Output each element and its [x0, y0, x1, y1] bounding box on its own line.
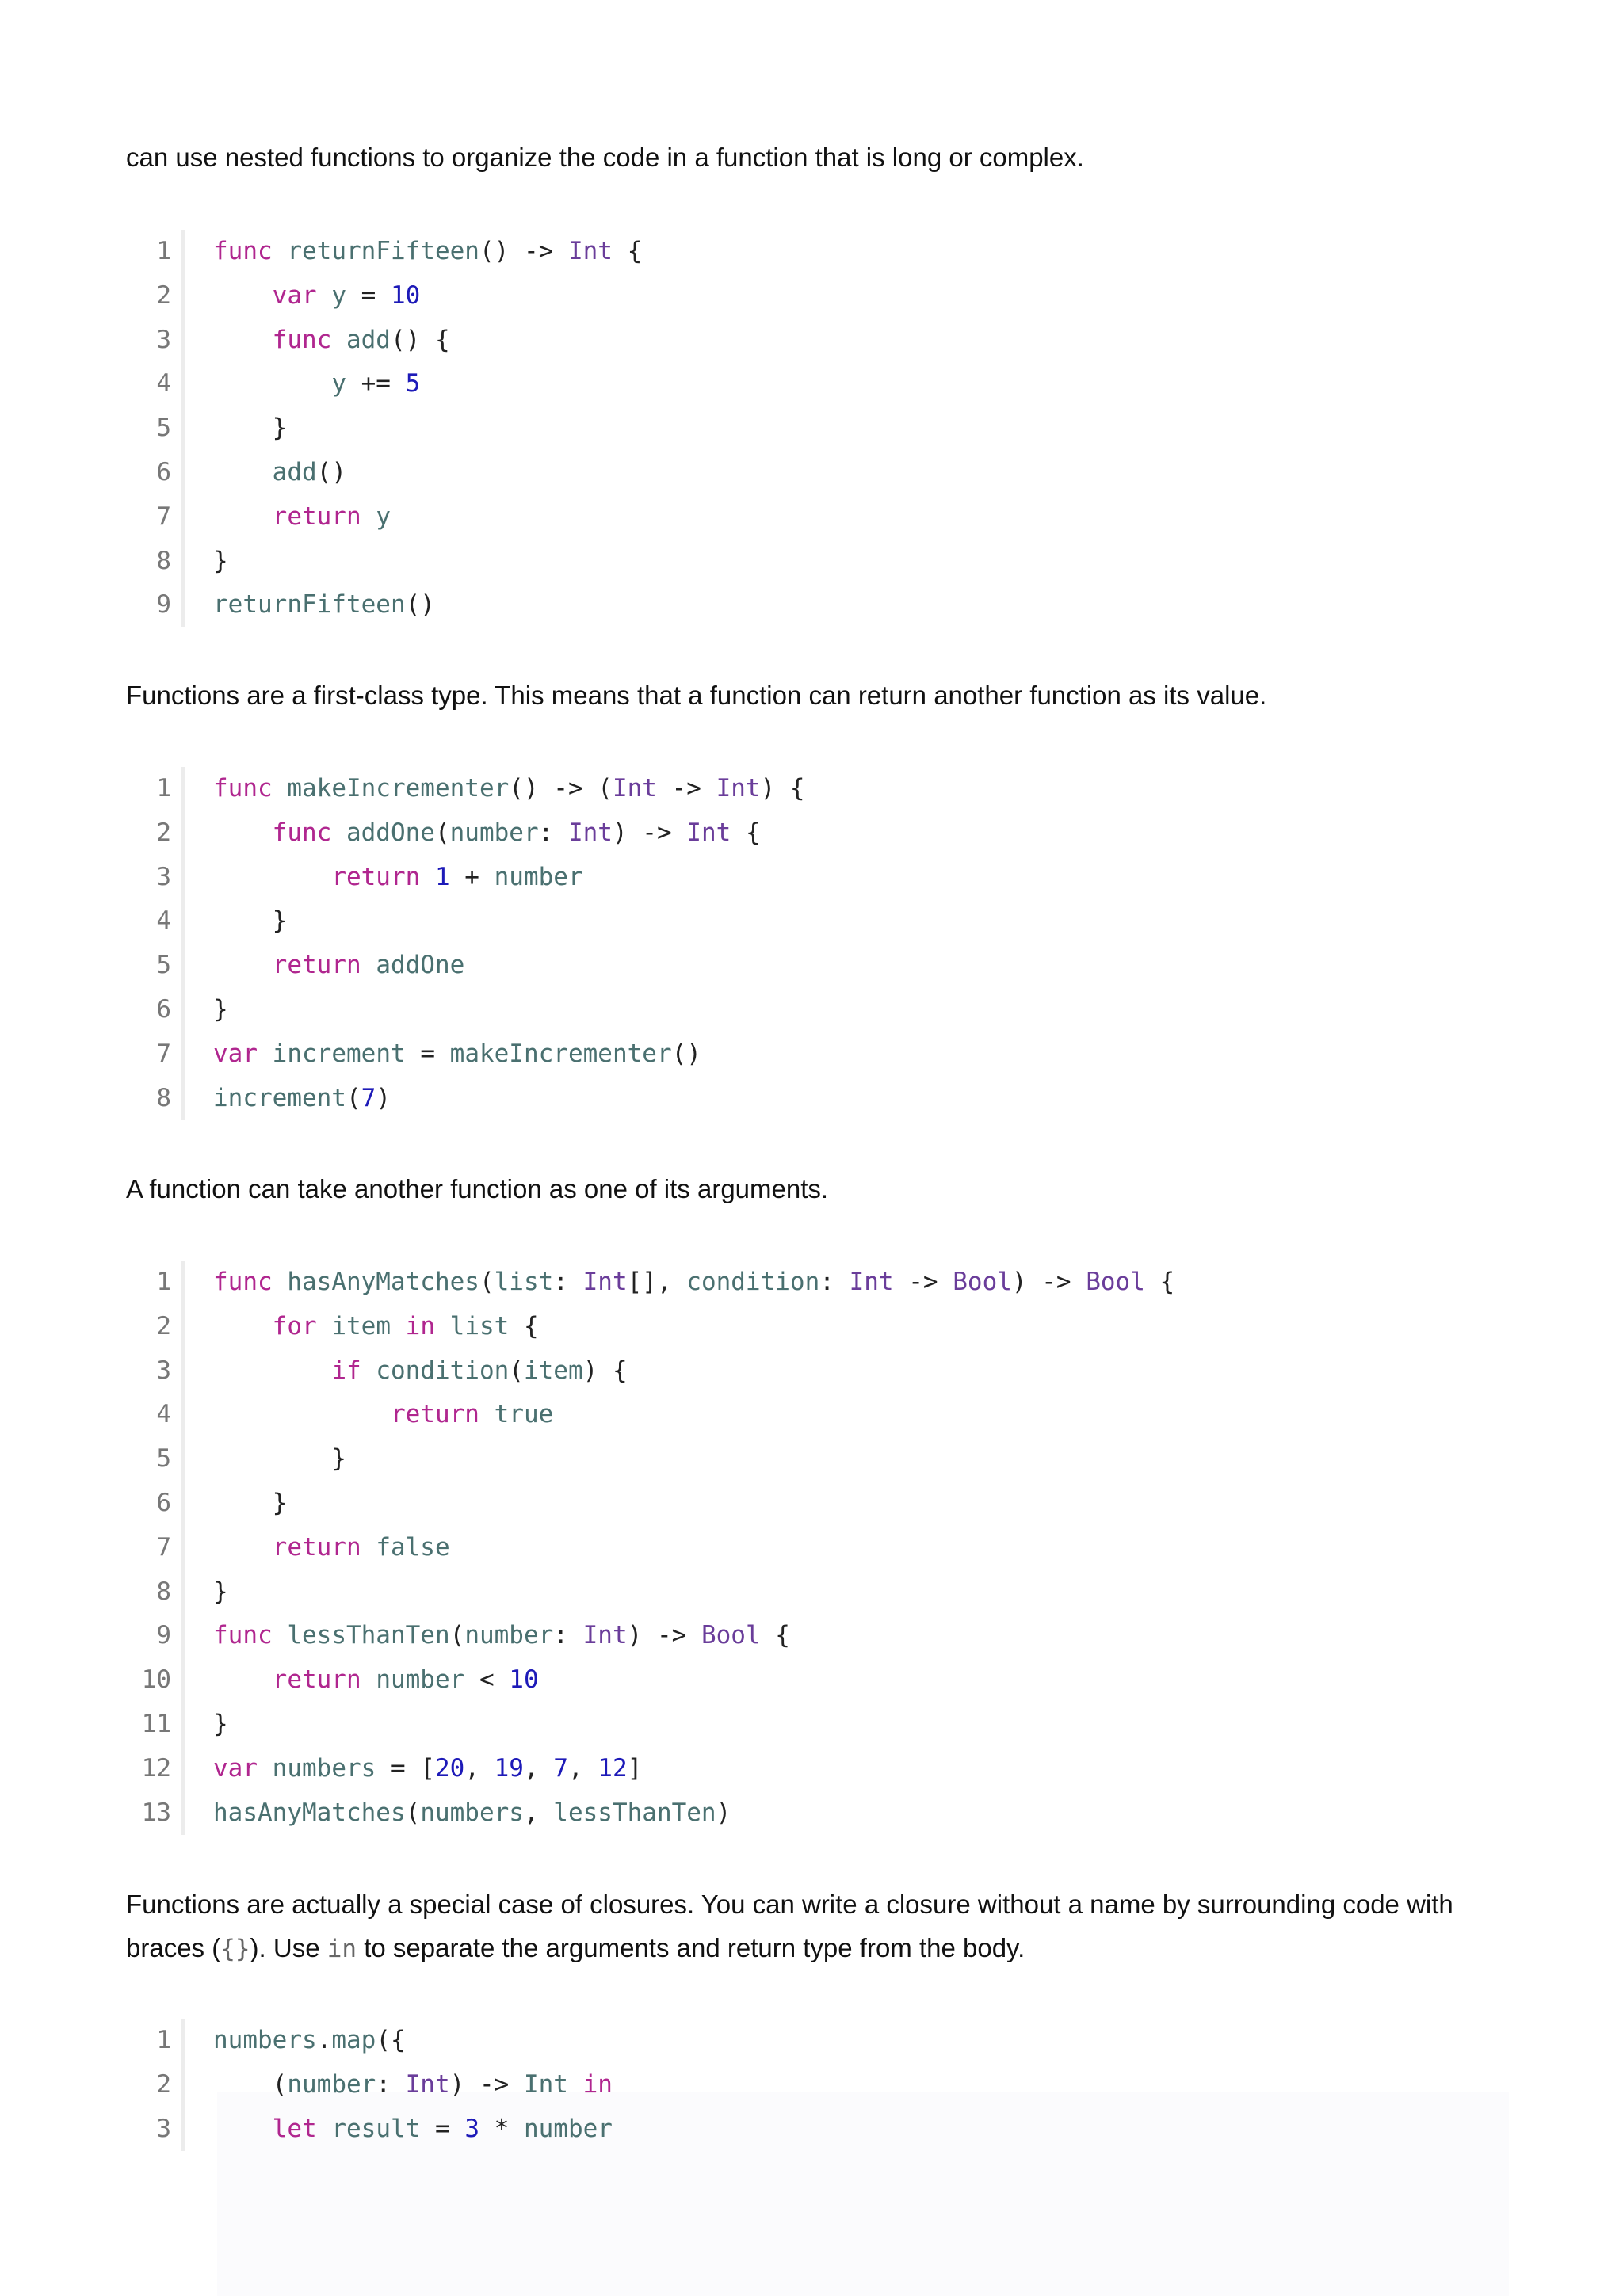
code-token: 12: [598, 1753, 628, 1783]
code-token: lessThanTen: [553, 1798, 716, 1827]
code-text: [213, 899, 287, 944]
code-text: [213, 1791, 731, 1836]
code-text: [213, 1305, 539, 1349]
code-line: [126, 1482, 1505, 1526]
line-number: 2: [156, 2069, 171, 2099]
code-token: true: [494, 1400, 554, 1429]
code-line: [126, 406, 1505, 451]
code-token: func: [213, 1621, 273, 1650]
line-number: 4: [156, 906, 171, 936]
code-token: [361, 502, 376, 531]
code-token: () ->: [479, 237, 568, 265]
code-token: return: [272, 502, 361, 531]
code-line: [126, 583, 1505, 627]
code-token: y: [331, 369, 346, 399]
code-token: Int: [716, 774, 761, 803]
code-token: if: [331, 1356, 361, 1385]
code-token: for: [272, 1311, 317, 1341]
code-text: [213, 230, 642, 274]
code-token: [213, 2115, 273, 2143]
line-number: 5: [156, 1444, 171, 1474]
code-token: [213, 281, 273, 310]
code-token: (: [213, 2069, 288, 2099]
code-line: [126, 944, 1505, 988]
line-number: 3: [156, 2114, 171, 2143]
code-token: add: [272, 457, 317, 486]
code-token: numbers: [213, 2026, 317, 2054]
code-token: :: [553, 1621, 583, 1650]
paragraph-closures: [126, 1882, 1505, 1971]
code-text: [213, 944, 464, 988]
code-token: var: [272, 280, 317, 310]
code-token: }: [213, 1709, 228, 1738]
code-token: var: [213, 1753, 258, 1783]
code-text: [213, 495, 391, 540]
line-number: 5: [156, 414, 171, 443]
code-token: *: [479, 2114, 524, 2143]
code-token: = [: [376, 1753, 435, 1783]
line-number: 12: [141, 1753, 171, 1783]
line-number: 1: [156, 2026, 171, 2054]
code-token: 3: [464, 2114, 479, 2143]
code-token: =: [405, 1039, 450, 1068]
code-line: [126, 1570, 1505, 1615]
code-text: [213, 767, 805, 811]
code-token: returnFifteen: [287, 237, 479, 265]
code-line: [126, 1703, 1505, 1747]
code-token: numbers: [420, 1798, 524, 1827]
paragraph-function-argument: A function can take another function as one of its arguments.: [126, 1174, 829, 1203]
code-line: [126, 988, 1505, 1032]
code-token: map: [331, 2026, 376, 2054]
code-token: +: [449, 862, 495, 891]
code-token: :: [819, 1268, 850, 1296]
code-token: [317, 1312, 332, 1341]
code-block-return-fifteen: [126, 230, 1505, 627]
code-token: Int: [612, 774, 657, 803]
code-token: Int: [686, 818, 731, 847]
code-token: let: [272, 2114, 317, 2143]
code-token: [258, 1754, 273, 1783]
code-line: [126, 2019, 1505, 2063]
code-text: [213, 2063, 613, 2107]
code-line: [126, 362, 1505, 406]
code-token: [213, 1400, 391, 1428]
code-token: func: [213, 237, 273, 265]
code-text: [213, 583, 435, 627]
code-token: 10: [509, 1665, 539, 1695]
code-token: return: [331, 862, 421, 891]
code-token: [213, 818, 273, 847]
code-token: lessThanTen: [287, 1621, 450, 1650]
code-token: 7: [553, 1753, 568, 1783]
code-token: ) ->: [612, 818, 687, 847]
line-number: 1: [156, 237, 171, 265]
line-number: 9: [156, 1621, 171, 1650]
line-number: 7: [156, 1039, 171, 1068]
code-token: hasAnyMatches: [213, 1798, 406, 1827]
line-number: 6: [156, 1488, 171, 1517]
code-token: (: [434, 818, 450, 847]
code-token: [435, 1312, 450, 1341]
code-line: [126, 1032, 1505, 1077]
code-token: Int: [582, 1268, 628, 1296]
closures-line-2-before: braces (: [126, 1933, 221, 1962]
line-number: 13: [141, 1798, 171, 1827]
inline-code-braces: {}: [220, 1935, 250, 1963]
code-token: makeIncrementer: [287, 774, 510, 803]
code-text: [213, 362, 420, 406]
code-token: Int: [567, 818, 613, 847]
code-token: [213, 326, 273, 354]
code-token: increment: [213, 1083, 346, 1112]
code-text: [213, 1658, 539, 1703]
code-token: {: [1144, 1268, 1175, 1296]
code-token: :: [538, 818, 568, 847]
code-text: [213, 1393, 553, 1437]
code-text: [213, 1614, 790, 1658]
code-line: [126, 1437, 1505, 1482]
code-line: [126, 899, 1505, 944]
line-number: 8: [156, 546, 171, 575]
code-token: number: [523, 2114, 613, 2143]
code-token: 10: [391, 280, 421, 310]
code-token: (): [405, 590, 435, 620]
line-number: 4: [156, 1400, 171, 1429]
code-line: [126, 2107, 1505, 2152]
code-token: }: [213, 1444, 346, 1474]
code-text: [213, 1526, 450, 1570]
code-token: ({: [376, 2026, 406, 2054]
code-token: [317, 281, 332, 310]
line-number: 9: [156, 590, 171, 620]
line-number: 5: [156, 951, 171, 980]
code-text: [213, 856, 583, 900]
code-line: [126, 1305, 1505, 1349]
code-line: [126, 811, 1505, 856]
code-token: :: [376, 2069, 406, 2099]
code-line: [126, 1261, 1505, 1305]
code-token: number: [449, 818, 539, 847]
code-token: (: [405, 1798, 421, 1827]
code-token: return: [272, 1532, 361, 1562]
code-token: [331, 818, 346, 847]
code-token: ) ->: [449, 2069, 524, 2099]
code-token: addOne: [376, 951, 465, 980]
inline-code-in: in: [327, 1935, 357, 1963]
code-text: [213, 1077, 391, 1121]
code-token: (: [449, 1621, 465, 1650]
code-line: [126, 451, 1505, 495]
code-token: [361, 951, 376, 979]
code-token: [331, 326, 346, 354]
code-token: ) ->: [1011, 1268, 1086, 1296]
code-token: ,: [523, 1753, 554, 1783]
code-line: [126, 856, 1505, 900]
line-number: 3: [156, 1356, 171, 1385]
code-token: makeIncrementer: [449, 1039, 672, 1068]
code-token: Int: [849, 1268, 894, 1296]
code-token: in: [582, 2069, 613, 2099]
code-token: (: [346, 1083, 361, 1112]
code-token: add: [346, 325, 391, 354]
code-block-has-any-matches: [126, 1261, 1505, 1835]
code-token: increment: [272, 1039, 406, 1068]
code-token: item: [523, 1356, 583, 1385]
code-token: 19: [494, 1753, 524, 1783]
line-number: 7: [156, 502, 171, 531]
code-line: [126, 540, 1505, 584]
code-token: () {: [390, 325, 450, 354]
code-token: condition: [686, 1268, 820, 1296]
code-token: Int: [405, 2069, 450, 2099]
code-token: [273, 774, 288, 803]
code-token: Int: [523, 2069, 568, 2099]
code-token: {: [731, 818, 761, 847]
code-token: ->: [656, 774, 716, 803]
code-text: [213, 406, 287, 451]
code-token: list: [494, 1268, 554, 1296]
code-token: addOne: [346, 818, 435, 847]
code-token: [391, 1312, 406, 1341]
line-number: 4: [156, 369, 171, 399]
code-text: [213, 811, 761, 856]
code-text: [213, 1570, 228, 1615]
code-token: [213, 502, 273, 531]
code-token: list: [449, 1311, 510, 1341]
paragraph-nested-functions: can use nested functions to organize the code in a function that is long or complex.: [126, 143, 1084, 172]
code-token: .: [316, 2026, 332, 2054]
code-token: y: [331, 280, 346, 310]
line-number: 3: [156, 325, 171, 354]
code-token: result: [331, 2114, 421, 2143]
closures-line-2-after: to separate the arguments and return type from the body.: [357, 1933, 1025, 1962]
code-line: [126, 2063, 1505, 2107]
code-token: {: [612, 237, 643, 265]
code-token: :: [553, 1268, 583, 1296]
code-token: (: [479, 1268, 495, 1296]
line-number: 1: [156, 1268, 171, 1296]
code-token: (): [316, 457, 346, 486]
code-token: ) ->: [627, 1621, 701, 1650]
code-token: hasAnyMatches: [287, 1268, 479, 1296]
code-token: func: [213, 1268, 273, 1296]
code-token: number: [287, 2069, 376, 2099]
line-number: 6: [156, 457, 171, 486]
code-token: ) {: [760, 774, 805, 803]
code-text: [213, 1747, 642, 1791]
code-block-numbers-map: [126, 2019, 1505, 2151]
code-line: [126, 1393, 1505, 1437]
code-token: [273, 237, 288, 265]
code-token: [361, 1533, 376, 1562]
code-token: y: [376, 502, 391, 531]
line-number: 2: [156, 1311, 171, 1341]
code-text: [213, 1032, 701, 1077]
code-token: return: [272, 1665, 361, 1695]
code-token: return: [390, 1400, 479, 1429]
code-token: [568, 2070, 583, 2099]
code-token: ,: [464, 1753, 495, 1783]
code-token: +=: [346, 369, 406, 399]
code-token: ): [716, 1798, 731, 1827]
code-token: ) {: [582, 1356, 628, 1385]
code-token: }: [213, 1488, 288, 1517]
code-line: [126, 1526, 1505, 1570]
line-number: 2: [156, 818, 171, 847]
line-number: 8: [156, 1083, 171, 1112]
code-token: [479, 1400, 495, 1428]
code-line: [126, 1349, 1505, 1394]
code-token: Bool: [1086, 1268, 1145, 1296]
code-token: 20: [434, 1753, 465, 1783]
line-number: 10: [141, 1665, 171, 1695]
closures-line-2-mid: ). Use: [250, 1933, 327, 1962]
code-line: [126, 1077, 1505, 1121]
code-line: [126, 230, 1505, 274]
code-token: condition: [376, 1356, 510, 1385]
code-token: [213, 458, 273, 486]
code-token: [213, 863, 331, 891]
code-token: in: [405, 1311, 435, 1341]
code-token: func: [213, 774, 273, 803]
line-number: 1: [156, 774, 171, 803]
code-token: (: [509, 1356, 524, 1385]
code-text: [213, 1261, 1174, 1305]
code-text: [213, 1703, 228, 1747]
code-token: [420, 863, 435, 891]
code-token: <: [464, 1665, 510, 1695]
code-text: [213, 1349, 628, 1394]
code-token: }: [213, 546, 228, 575]
code-token: func: [272, 325, 332, 354]
code-text: [213, 1437, 346, 1482]
code-token: numbers: [272, 1753, 376, 1783]
code-token: Int: [582, 1621, 628, 1650]
code-token: returnFifteen: [213, 590, 406, 620]
code-token: [361, 1665, 376, 1694]
code-token: ): [376, 1083, 391, 1112]
code-token: }: [213, 414, 288, 443]
code-token: =: [420, 2114, 465, 2143]
code-token: ->: [893, 1268, 953, 1296]
code-token: [213, 369, 331, 398]
code-text: [213, 540, 228, 584]
code-token: [213, 1312, 273, 1341]
code-token: false: [376, 1532, 450, 1562]
code-token: func: [272, 818, 332, 847]
line-number: 6: [156, 994, 171, 1024]
code-token: Int: [567, 237, 613, 265]
code-token: number: [464, 1621, 554, 1650]
code-token: [],: [627, 1268, 687, 1296]
code-token: }: [213, 1577, 228, 1606]
code-token: ,: [567, 1753, 598, 1783]
code-token: [361, 1356, 376, 1385]
code-token: Bool: [701, 1621, 761, 1650]
code-token: [213, 1356, 331, 1385]
line-number: 11: [141, 1709, 171, 1738]
code-token: (): [671, 1039, 701, 1068]
code-token: return: [272, 951, 361, 980]
code-token: }: [213, 906, 288, 936]
paragraph-first-class-type: Functions are a first-class type. This means that a function can return another function as its value.: [126, 681, 1267, 710]
code-line: [126, 1658, 1505, 1703]
code-token: 7: [361, 1083, 376, 1112]
code-token: [213, 951, 273, 979]
code-token: ,: [523, 1798, 554, 1827]
code-text: [213, 2107, 613, 2152]
code-token: Bool: [953, 1268, 1012, 1296]
code-text: [213, 988, 228, 1032]
line-number: 3: [156, 862, 171, 891]
code-line: [126, 318, 1505, 363]
code-token: =: [346, 280, 391, 310]
code-line: [126, 495, 1505, 540]
code-token: ]: [627, 1753, 643, 1783]
code-text: [213, 318, 450, 363]
code-text: [213, 451, 346, 495]
code-token: {: [509, 1311, 539, 1341]
code-token: [213, 1665, 273, 1694]
code-token: number: [376, 1665, 465, 1695]
code-text: [213, 1482, 287, 1526]
line-number: 2: [156, 280, 171, 310]
code-token: [258, 1039, 273, 1068]
code-line: [126, 1791, 1505, 1836]
code-token: 5: [405, 369, 421, 399]
code-token: {: [760, 1621, 790, 1650]
code-line: [126, 767, 1505, 811]
code-token: [213, 1533, 273, 1562]
code-token: }: [213, 994, 228, 1024]
code-line: [126, 274, 1505, 318]
code-token: () -> (: [509, 774, 613, 803]
code-token: [273, 1621, 288, 1650]
code-line: [126, 1747, 1505, 1791]
code-token: var: [213, 1039, 258, 1068]
code-token: item: [331, 1311, 391, 1341]
code-block-make-incrementer: [126, 767, 1505, 1120]
line-number: 7: [156, 1532, 171, 1562]
code-text: [213, 2019, 406, 2063]
code-token: number: [494, 862, 583, 891]
line-number: 8: [156, 1577, 171, 1606]
code-token: [317, 2115, 332, 2143]
code-line: [126, 1614, 1505, 1658]
closures-line-1: Functions are actually a special case of closures. You can write a closure without a name by surrounding code with: [126, 1890, 1453, 1919]
code-text: [213, 274, 420, 318]
code-token: [273, 1268, 288, 1296]
code-token: 1: [434, 862, 450, 891]
